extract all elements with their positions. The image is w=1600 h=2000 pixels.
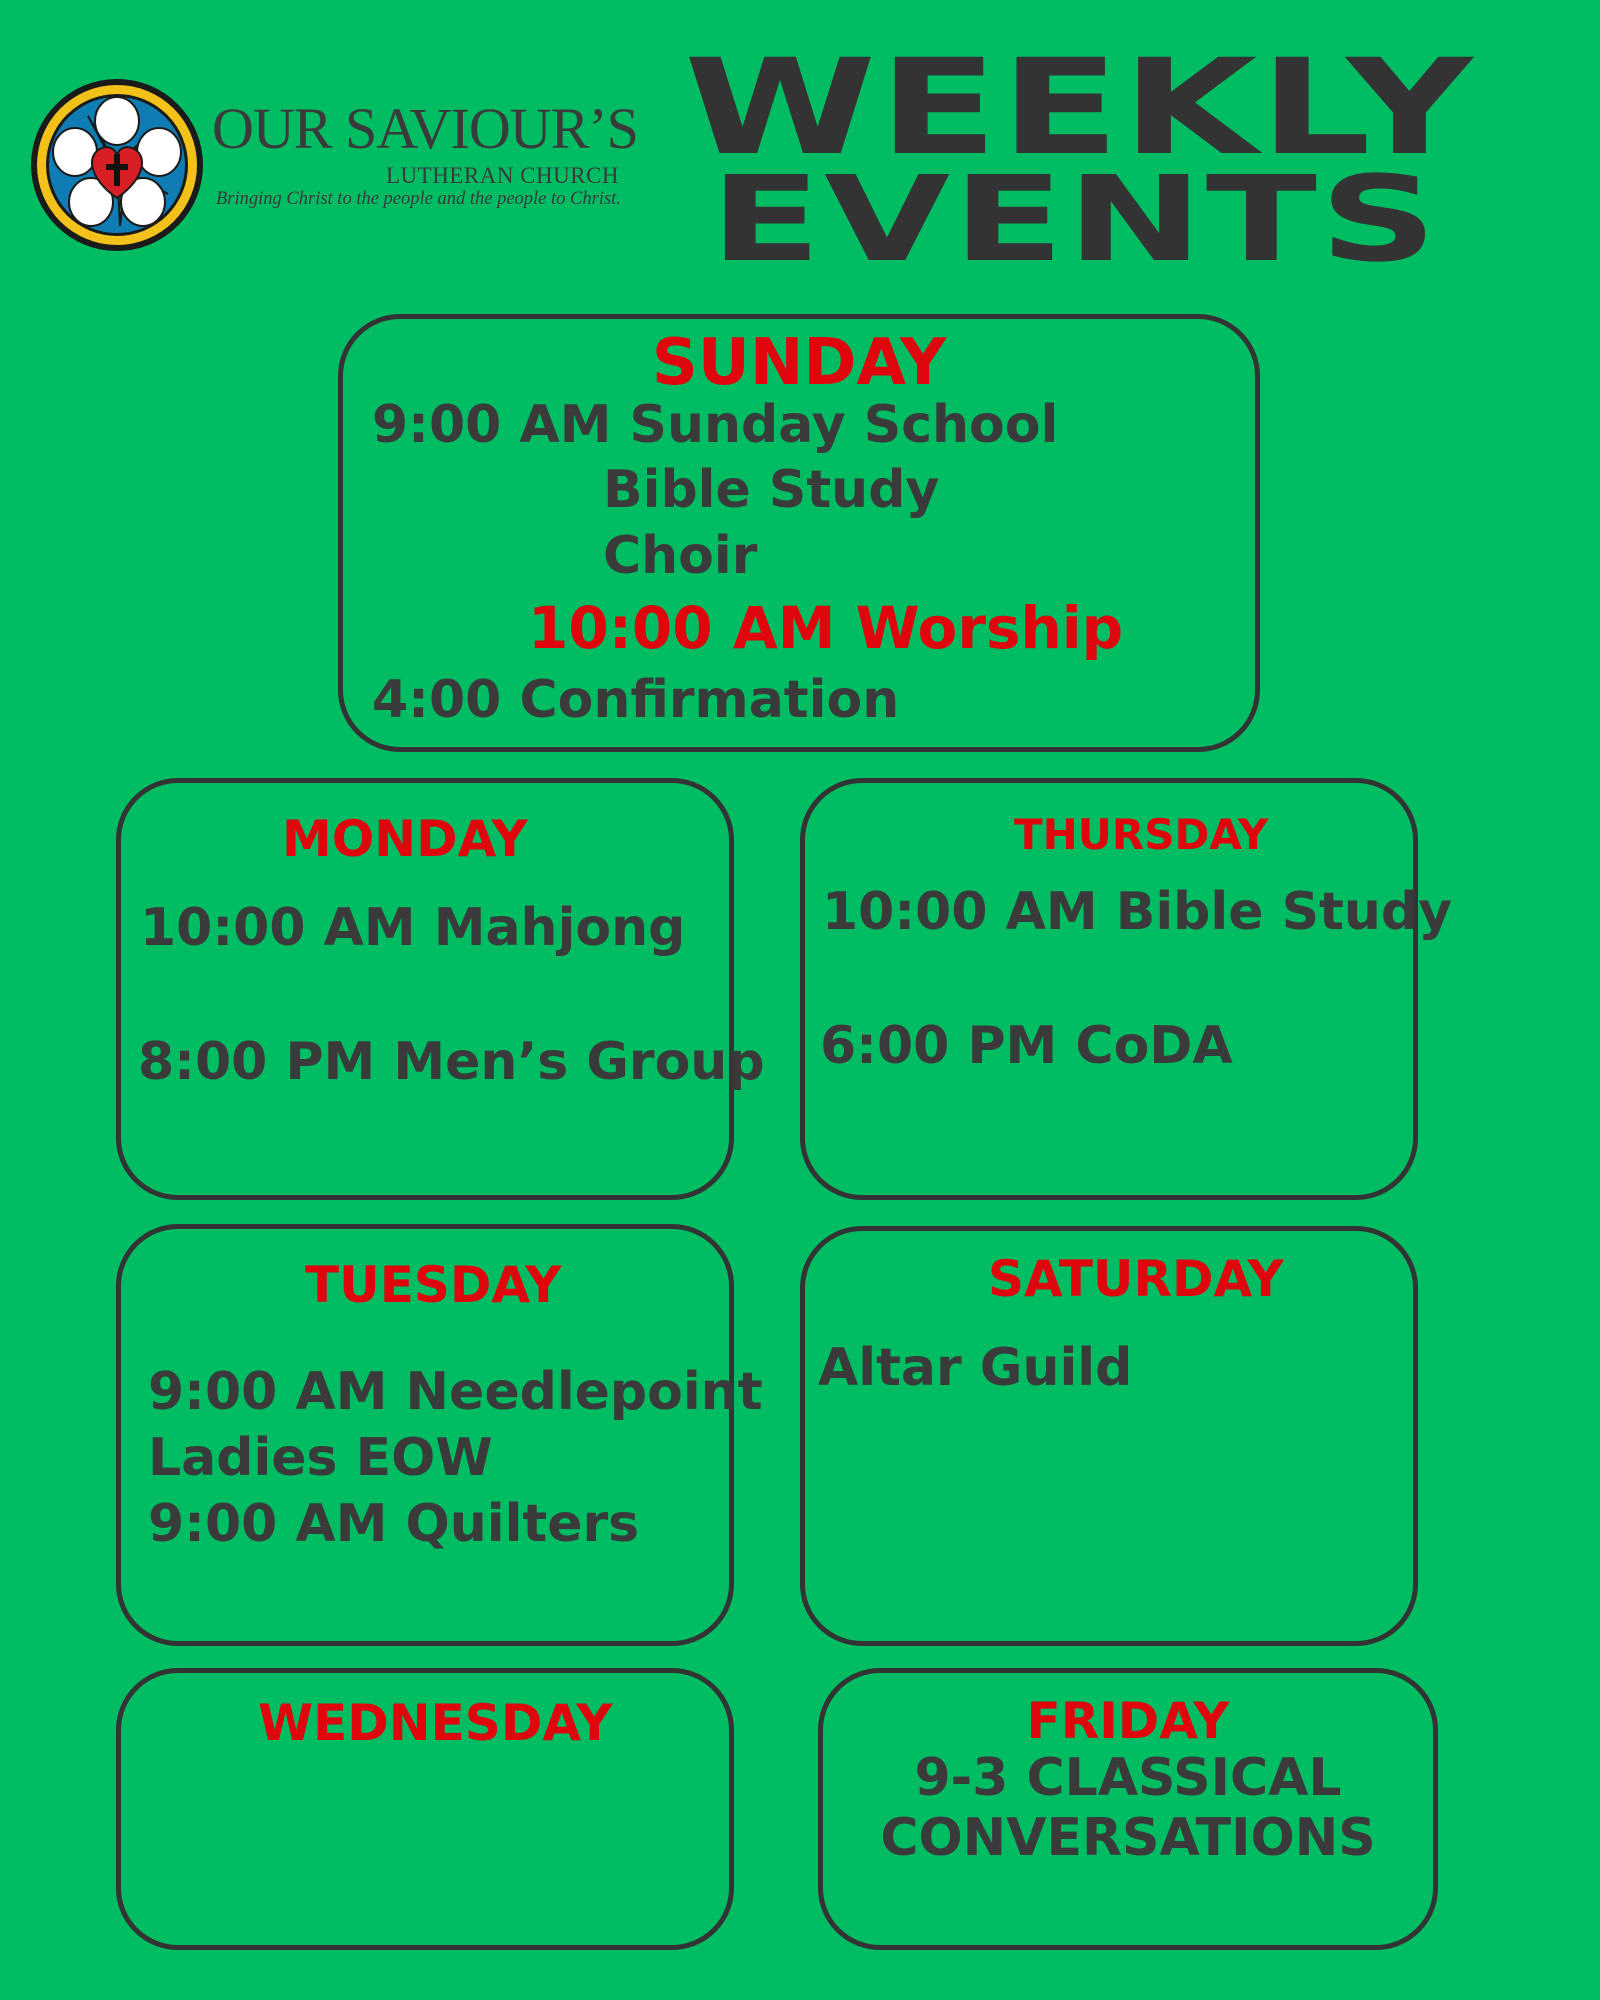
monday-heading: MONDAY (282, 810, 528, 868)
saturday-line-1: Altar Guild (818, 1338, 1133, 1398)
wednesday-heading: WEDNESDAY (258, 1694, 613, 1752)
tuesday-line-2: Ladies EOW (148, 1428, 493, 1488)
sunday-line-5: 4:00 Confirmation (372, 670, 900, 730)
tuesday-line-1: 9:00 AM Needlepoint (148, 1362, 763, 1422)
thursday-heading: THURSDAY (1014, 810, 1269, 859)
monday-line-1: 10:00 AM Mahjong (140, 898, 686, 958)
thursday-line-1: 10:00 AM Bible Study (822, 882, 1453, 942)
sunday-line-2: Bible Study (603, 460, 940, 520)
page-title-line-1: WEEKLY (684, 31, 1476, 185)
sunday-line-4-worship: 10:00 AM Worship (528, 594, 1124, 662)
tuesday-heading: TUESDAY (305, 1256, 562, 1314)
saturday-heading: SATURDAY (988, 1250, 1284, 1308)
luther-rose-logo (28, 76, 206, 254)
logo-church-subtitle: LUTHERAN CHURCH (386, 163, 620, 188)
sunday-line-1: 9:00 AM Sunday School (372, 395, 1059, 455)
thursday-line-2: 6:00 PM CoDA (820, 1016, 1233, 1076)
logo-tagline: Bringing Christ to the people and the people to Christ. (216, 189, 621, 209)
friday-heading: FRIDAY (1026, 1692, 1230, 1750)
logo-church-name: OUR SAVIOUR’S (212, 96, 638, 161)
sunday-line-3: Choir (603, 526, 758, 586)
monday-line-2: 8:00 PM Men’s Group (138, 1032, 765, 1092)
sunday-heading: SUNDAY (651, 326, 947, 400)
page-title-line-2: EVENTS (710, 150, 1440, 288)
friday-line-1: 9-3 CLASSICAL (914, 1748, 1342, 1808)
tuesday-line-3: 9:00 AM Quilters (148, 1494, 640, 1554)
friday-line-2: CONVERSATIONS (880, 1808, 1376, 1868)
